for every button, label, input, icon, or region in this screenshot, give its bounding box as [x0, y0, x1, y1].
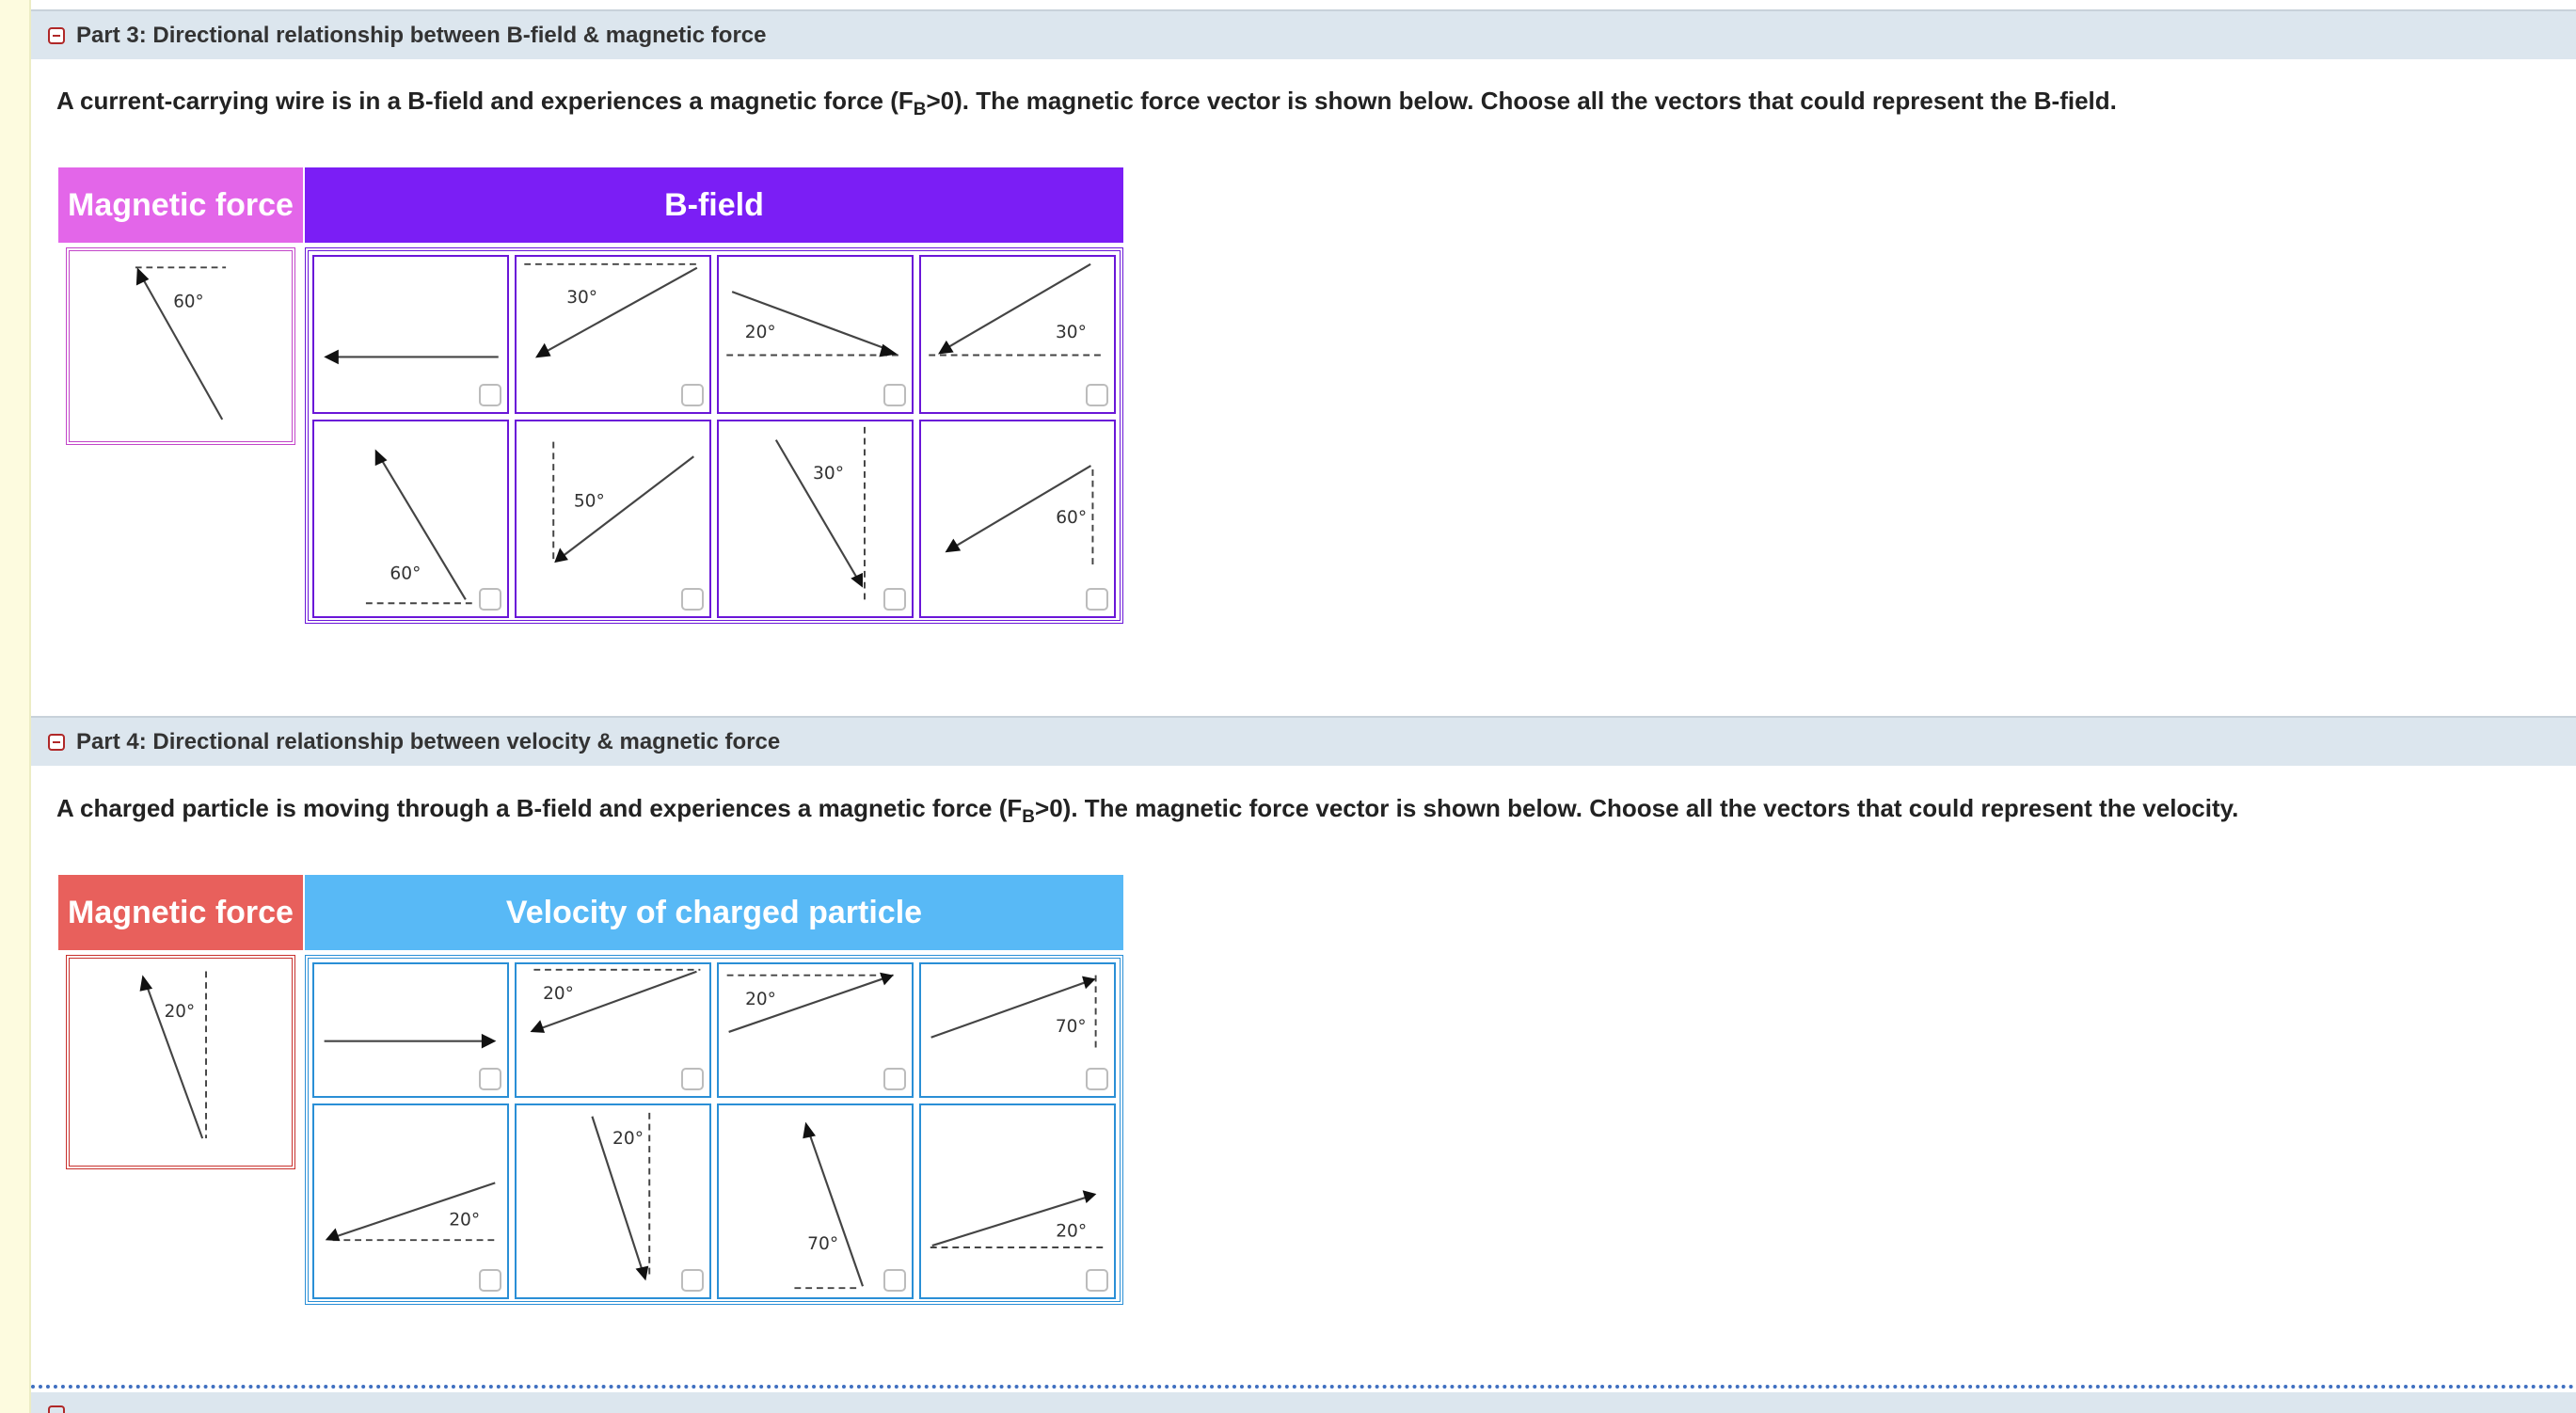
checkbox-icon[interactable]	[681, 1068, 704, 1090]
bfield-option-1[interactable]	[312, 255, 509, 414]
part4-velocity-header: Velocity of charged particle	[305, 875, 1123, 950]
part3-force-header: Magnetic force	[58, 167, 303, 243]
checkbox-icon[interactable]	[1086, 588, 1108, 611]
part4-force-reference	[66, 955, 295, 1169]
velocity-option-1[interactable]	[312, 962, 509, 1098]
part3-force-vector	[70, 251, 292, 441]
svg-text:30°: 30°	[813, 463, 845, 484]
velocity-option-2[interactable]	[515, 962, 711, 1098]
bfield-option-8[interactable]	[919, 420, 1116, 618]
checkbox-icon[interactable]	[1086, 1068, 1108, 1090]
velocity-option-5[interactable]	[312, 1103, 509, 1299]
checkbox-icon[interactable]	[1086, 384, 1108, 406]
part4-force-header: Magnetic force	[58, 875, 303, 950]
svg-text:70°: 70°	[1055, 1016, 1087, 1037]
checkbox-icon[interactable]	[883, 1269, 906, 1292]
part3-bfield-grid	[305, 247, 1123, 624]
part3-title: Part 3: Directional relationship between B-field & magnetic force	[76, 22, 767, 48]
part3-header[interactable]	[31, 9, 2576, 59]
part4-force-vector	[70, 959, 292, 1166]
bfield-option-6[interactable]	[515, 420, 711, 618]
svg-text:20°: 20°	[1056, 1221, 1088, 1242]
bfield-option-4[interactable]	[919, 255, 1116, 414]
velocity-option-4[interactable]	[919, 962, 1116, 1098]
bfield-option-7[interactable]	[717, 420, 914, 618]
checkbox-icon[interactable]	[479, 384, 501, 406]
velocity-option-6[interactable]	[515, 1103, 711, 1299]
checkbox-icon[interactable]	[883, 588, 906, 611]
section-divider	[31, 1385, 2576, 1389]
part3-force-reference	[66, 247, 295, 445]
svg-text:20°: 20°	[612, 1129, 644, 1150]
next-part-header[interactable]	[31, 1392, 2576, 1413]
svg-text:60°: 60°	[390, 564, 421, 584]
svg-text:20°: 20°	[543, 983, 574, 1004]
svg-text:20°: 20°	[164, 1001, 196, 1022]
svg-text:30°: 30°	[1056, 322, 1087, 342]
checkbox-icon[interactable]	[1086, 1269, 1108, 1292]
svg-text:60°: 60°	[1056, 507, 1088, 528]
part3-question: A current-carrying wire is in a B-field and experiences a magnetic force $(F_B>0)$. The magnetic force vector is shown below. Choose all the vectors that could represent the B-field.	[56, 87, 2117, 120]
bfield-option-3[interactable]	[717, 255, 914, 414]
svg-text:50°: 50°	[573, 491, 605, 512]
velocity-option-3[interactable]	[717, 962, 914, 1098]
minus-square-icon[interactable]	[48, 734, 65, 751]
part4-header[interactable]	[31, 716, 2576, 766]
svg-text:60°: 60°	[173, 292, 204, 312]
bfield-option-5[interactable]	[312, 420, 509, 618]
minus-square-icon[interactable]	[48, 27, 65, 44]
checkbox-icon[interactable]	[681, 384, 704, 406]
svg-text:20°: 20°	[449, 1210, 481, 1230]
checkbox-icon[interactable]	[883, 384, 906, 406]
checkbox-icon[interactable]	[681, 1269, 704, 1292]
part4-title: Part 4: Directional relationship between velocity & magnetic force	[76, 728, 781, 754]
minus-square-icon[interactable]	[48, 1405, 65, 1413]
velocity-option-7[interactable]	[717, 1103, 914, 1299]
checkbox-icon[interactable]	[883, 1068, 906, 1090]
left-margin-bar	[0, 0, 31, 1413]
checkbox-icon[interactable]	[479, 1269, 501, 1292]
part4-question: A charged particle is moving through a B-field and experiences a magnetic force $(F_B>0)$. The magnetic force vector is shown below. Choose all the vectors that could represent the velocity.	[56, 794, 2239, 828]
checkbox-icon[interactable]	[479, 588, 501, 611]
svg-text:70°: 70°	[807, 1234, 839, 1254]
part3-bfield-header: B-field	[305, 167, 1123, 243]
checkbox-icon[interactable]	[479, 1068, 501, 1090]
part4-velocity-grid	[305, 955, 1123, 1305]
bfield-option-2[interactable]	[515, 255, 711, 414]
svg-text:20°: 20°	[744, 322, 776, 342]
svg-text:30°: 30°	[566, 287, 598, 308]
velocity-option-8[interactable]	[919, 1103, 1116, 1299]
svg-text:20°: 20°	[745, 989, 776, 1009]
checkbox-icon[interactable]	[681, 588, 704, 611]
